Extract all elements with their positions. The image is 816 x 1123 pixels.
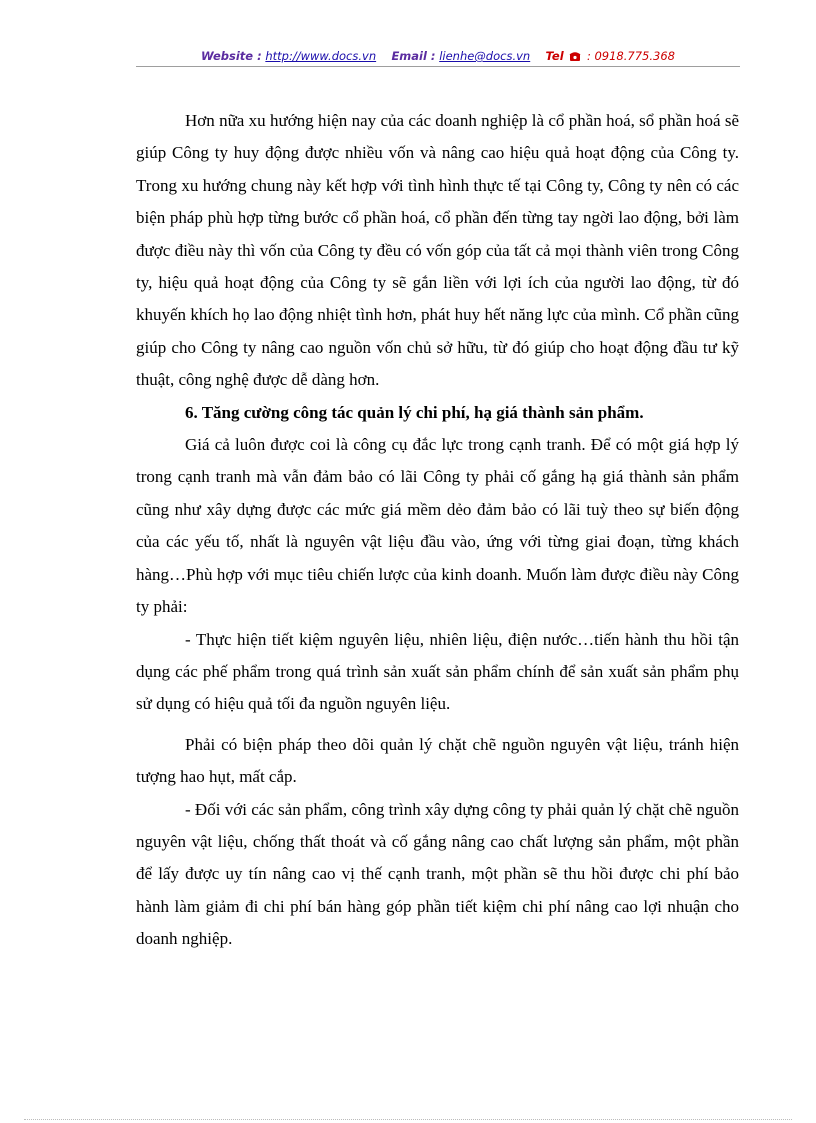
header-divider xyxy=(136,66,740,67)
tel-value: : 0918.775.368 xyxy=(586,49,675,63)
paragraph-quality: - Đối với các sản phẩm, công trình xây dựng công ty phải quản lý chặt chẽ nguồn nguyên vật liệu, chống thất thoát và cố gắng nâng cao chất lượng sản phẩm, một phần để lấy được uy tín nâng cao vị thế cạnh tranh, một phần sẽ thu hồi được chi phí bảo hành làm giảm đi chi phí bán hàng góp phần tiết kiệm chi phí nâng cao lợi nhuận cho doanh nghiệp. xyxy=(136,799,739,949)
tel-label: Tel xyxy=(545,49,564,63)
page-header xyxy=(136,46,740,66)
email-label: Email : xyxy=(391,49,436,63)
paragraph-saving-materials: - Thực hiện tiết kiệm nguyên liệu, nhiên liệu, điện nước…tiến hành thu hồi tận dụng các phế phẩm trong quá trình sản xuất sản phẩm chính để sản xuất sản phẩm phụ sử dụng có hiệu quả tối đa nguồn nguyên liệu. xyxy=(136,629,739,714)
paragraph-equitization: Hơn nữa xu hướng hiện nay của các doanh nghiệp là cổ phần hoá, sổ phần hoá sẽ giúp Công ty huy động được nhiều vốn và nâng cao hiệu quả hoạt động của Công ty. Trong xu hướng chung này kết hợp với tình hình thực tế tại Công ty, Công ty nên có các biện pháp phù hợp từng bước cổ phần hoá, cổ phần đến từng tay ngời lao động, bởi làm được điều này thì vốn của Công ty đều có vốn góp của tất cả mọi thành viên trong Công ty, hiệu quả hoạt động của Công ty sẽ gắn liền với lợi ích của người lao động, từ đó khuyến khích họ lao động nhiệt tình hơn, phát huy hết năng lực của mình. Cổ phần cũng giúp cho Công ty nâng cao nguồn vốn chủ sở hữu, từ đó giúp cho hoạt động đầu tư kỹ thuật, công nghệ được dễ dàng hơn. xyxy=(136,111,739,390)
website-label: Website : xyxy=(201,49,262,63)
paragraph-pricing: Giá cả luôn được coi là công cụ đắc lực trong cạnh tranh. Để có một giá hợp lý trong cạnh tranh mà vẫn đảm bảo có lãi Công ty phải cố gắng hạ giá thành sản phẩm cũng như xây dựng được các mức giá mềm dẻo đảm bảo có lãi tuỳ theo sự biến động của các yếu tố, nhất là nguyên vật liệu đầu vào, ứng với từng giai đoạn, từng khách hàng…Phù hợp với mục tiêu chiến lược của kinh doanh. Muốn làm được điều này Công ty phải: xyxy=(136,435,739,617)
footer-divider xyxy=(24,1119,792,1120)
section-heading-6: 6. Tăng cường công tác quản lý chi phí, hạ giá thành sản phẩm. xyxy=(185,402,644,422)
document-body xyxy=(136,105,739,956)
phone-icon xyxy=(569,48,581,68)
paragraph-monitoring: Phải có biện pháp theo dõi quản lý chặt chẽ nguồn nguyên vật liệu, tránh hiện tượng hao hụt, mất cắp. xyxy=(136,734,739,787)
email-link[interactable]: lienhe@docs.vn xyxy=(439,49,531,63)
website-link[interactable]: http://www.docs.vn xyxy=(265,49,377,63)
